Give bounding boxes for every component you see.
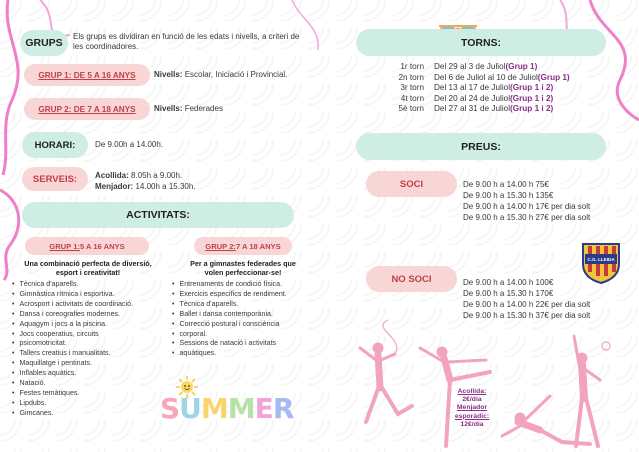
torn-dates: Del 13 al 17 de Juliol bbox=[434, 83, 511, 93]
club-logo-text: C.G. LLEIDA bbox=[587, 257, 615, 262]
price-line: De 9.00 h a 14.00 h 22€ per dia solt bbox=[463, 300, 591, 309]
torn-number: 1r torn bbox=[400, 62, 424, 71]
grup1-nivells-value: Escolar, Iniciació i Provincial. bbox=[182, 70, 288, 79]
serveis-acollida-value: 8.05h a 9.00h. bbox=[128, 171, 183, 180]
price-line: De 9.00 h a 15.30 h 37€ per dia solt bbox=[463, 311, 591, 320]
activitats-grup2-item: • Correcció postural i consciència bbox=[172, 320, 318, 330]
torn-number: 4t torn bbox=[400, 93, 424, 103]
activitats-grup1-item: • Gimnàstica rítmica i esportiva. bbox=[12, 290, 172, 300]
torns-label: TORNS: bbox=[356, 29, 606, 56]
no-soci-label: NO SOCI bbox=[366, 266, 457, 292]
extras-acollida-price: 2€/dia bbox=[462, 396, 482, 404]
soci-label: SOCI bbox=[366, 171, 457, 197]
activitats-grup1-item: • Lipdubs. bbox=[12, 399, 172, 409]
preus-label: PREUS: bbox=[356, 133, 606, 160]
grups-label: GRUPS bbox=[20, 30, 68, 56]
torn-number: 2n torn bbox=[398, 72, 424, 82]
summer-word bbox=[160, 392, 294, 425]
torn-grup: (Grup 1) bbox=[537, 72, 570, 82]
grup2-nivells bbox=[154, 104, 223, 114]
club-shield-icon bbox=[579, 240, 623, 284]
horari-label: HORARI: bbox=[22, 132, 88, 158]
summer-letter: E bbox=[254, 392, 273, 425]
extras-esporadic: esporàdic: bbox=[454, 412, 490, 420]
activitats-grup1-title bbox=[25, 237, 149, 255]
activitats-grup1-item: • Tècnica d'aparells. bbox=[12, 280, 172, 290]
serveis-menjador bbox=[95, 182, 196, 192]
torn-row bbox=[366, 73, 616, 84]
activitats-grup1-item: • psicomotricitat. bbox=[12, 339, 172, 349]
activitats-grup1-item: • Festes temàtiques. bbox=[12, 389, 172, 399]
torn-grup: (Grup 1 i 2) bbox=[510, 93, 554, 103]
serveis-menjador-value: 14.00h a 15.30h. bbox=[133, 182, 196, 191]
extras-menjador: Menjador bbox=[456, 404, 488, 412]
extras-box bbox=[448, 388, 496, 429]
activitats-grup1-item: • Acrosport i activitats de coordinació. bbox=[12, 300, 172, 310]
grup2-nivells-key: Nivells: bbox=[154, 104, 183, 113]
extras-acollida: Acollida: bbox=[457, 388, 487, 395]
activitats-grup2-item: • Tècnica d'aparells. bbox=[172, 300, 318, 310]
activitats-grup1-item: • Maquillatge i pentinats. bbox=[12, 359, 172, 369]
torn-dates: Del 20 al 24 de Juliol bbox=[434, 93, 511, 103]
torns-table bbox=[366, 62, 616, 115]
serveis-menjador-key: Menjador: bbox=[95, 182, 134, 191]
gymnasts-illustration bbox=[350, 318, 639, 452]
price-line: De 9.00 h a 15.30 h 170€ bbox=[463, 289, 554, 298]
torn-row bbox=[366, 62, 616, 73]
summer-letter: S bbox=[160, 392, 180, 425]
torn-grup: (Grup 1) bbox=[505, 62, 538, 71]
serveis-acollida bbox=[95, 171, 182, 181]
soci-prices bbox=[463, 179, 590, 223]
activitats-grup2-subtitle-line1: Per a gimnastes federades que bbox=[190, 259, 296, 268]
grup2-label-text: GRUP 2: DE 7 A 18 ANYS bbox=[38, 104, 136, 114]
activitats-label: ACTIVITATS: bbox=[22, 202, 294, 228]
grup1-label bbox=[24, 64, 150, 86]
torn-row bbox=[366, 104, 616, 115]
summer-letter: M bbox=[200, 392, 228, 425]
grup1-nivells bbox=[154, 70, 287, 80]
activitats-grup2-list bbox=[172, 280, 318, 359]
price-line: De 9.00 h a 15.30 h 27€ per dia solt bbox=[463, 213, 591, 222]
activitats-grup2-item: • Exercicis específics de rendiment. bbox=[172, 290, 318, 300]
torn-dates: Del 27 al 31 de Juliol bbox=[434, 104, 511, 114]
summer-letter: R bbox=[272, 392, 294, 425]
summer-letter: M bbox=[227, 392, 255, 425]
activitats-grup2-item: • Ballet i dansa contemporània. bbox=[172, 310, 318, 320]
activitats-grup2-item: • Entrenaments de condició física. bbox=[172, 280, 318, 290]
club-logo bbox=[579, 240, 623, 284]
price-line: De 9.00 h a 14.00 h 75€ bbox=[463, 180, 549, 189]
activitats-grup2-item: • corporal. bbox=[172, 330, 318, 340]
grup1-label-text: GRUP 1: DE 5 A 16 ANYS bbox=[38, 70, 136, 80]
activitats-grup1-item: • Aquagym i jocs a la piscina. bbox=[12, 320, 172, 330]
grups-text: Els grups es dividiran en funció de les edats i nivells, a criteri de les coordinadores. bbox=[73, 32, 300, 52]
activitats-grup1-title-bold: GRUP 1: bbox=[49, 241, 80, 251]
extras-menjador-price: 12€/dia bbox=[460, 420, 484, 428]
activitats-grup1-item: • Natació. bbox=[12, 379, 172, 389]
torn-dates: Del 29 al 3 de Juliol bbox=[434, 62, 506, 71]
activitats-grup2-subtitle bbox=[170, 259, 316, 277]
activitats-grup2-item: • Sessions de natació i activitats bbox=[172, 339, 318, 349]
torn-grup: (Grup 1 i 2) bbox=[510, 104, 554, 114]
torn-dates: Del 6 de Juliol al 10 de Juliol bbox=[434, 72, 538, 82]
no-soci-prices bbox=[463, 277, 590, 321]
activitats-grup1-item: • Inflables aquàtics. bbox=[12, 369, 172, 379]
summer-letter: U bbox=[179, 392, 201, 425]
grup2-label bbox=[24, 98, 150, 120]
horari-value: De 9.00h a 14.00h. bbox=[95, 140, 164, 149]
activitats-grup1-list bbox=[12, 280, 172, 419]
price-line: De 9.00 h a 14.00 h 100€ bbox=[463, 278, 554, 287]
price-line: De 9.00 h a 14.00 h 17€ per dia solt bbox=[463, 202, 591, 211]
activitats-grup2-title-rest: 7 A 18 ANYS bbox=[235, 241, 281, 251]
serveis-acollida-key: Acollida: bbox=[95, 171, 129, 180]
price-line: De 9.00 h a 15.30 h 135€ bbox=[463, 191, 554, 200]
torn-grup: (Grup 1 i 2) bbox=[510, 83, 554, 93]
activitats-grup1-item: • Dansa i coreografies modernes. bbox=[12, 310, 172, 320]
activitats-grup2-title-bold: GRUP 2: bbox=[205, 241, 236, 251]
activitats-grup1-item: • Gimcanes. bbox=[12, 409, 172, 419]
activitats-grup2-title bbox=[194, 237, 292, 255]
activitats-grup2-item: • aquàtiques. bbox=[172, 349, 318, 359]
grup2-nivells-value: Federades bbox=[182, 104, 223, 113]
activitats-grup1-item: • Jocs cooperatius, circuits bbox=[12, 330, 172, 340]
grup1-nivells-key: Nivells: bbox=[154, 70, 183, 79]
activitats-grup1-subtitle-line1: Una combinació perfecta de diversió, bbox=[24, 259, 152, 268]
torn-row bbox=[366, 83, 616, 94]
torn-number: 5è torn bbox=[398, 104, 424, 114]
activitats-grup2-subtitle-line2: volen perfeccionar-se! bbox=[204, 268, 282, 277]
activitats-grup1-item: • Tallers creatius i manualitats. bbox=[12, 349, 172, 359]
torn-row bbox=[366, 94, 616, 105]
activitats-grup1-subtitle-line2: esport i creativitat! bbox=[55, 268, 121, 277]
serveis-label: SERVEIS: bbox=[22, 167, 88, 191]
torn-number: 3r torn bbox=[400, 83, 424, 93]
activitats-grup1-title-rest: 5 A 16 ANYS bbox=[79, 241, 125, 251]
activitats-grup1-subtitle bbox=[10, 259, 166, 277]
